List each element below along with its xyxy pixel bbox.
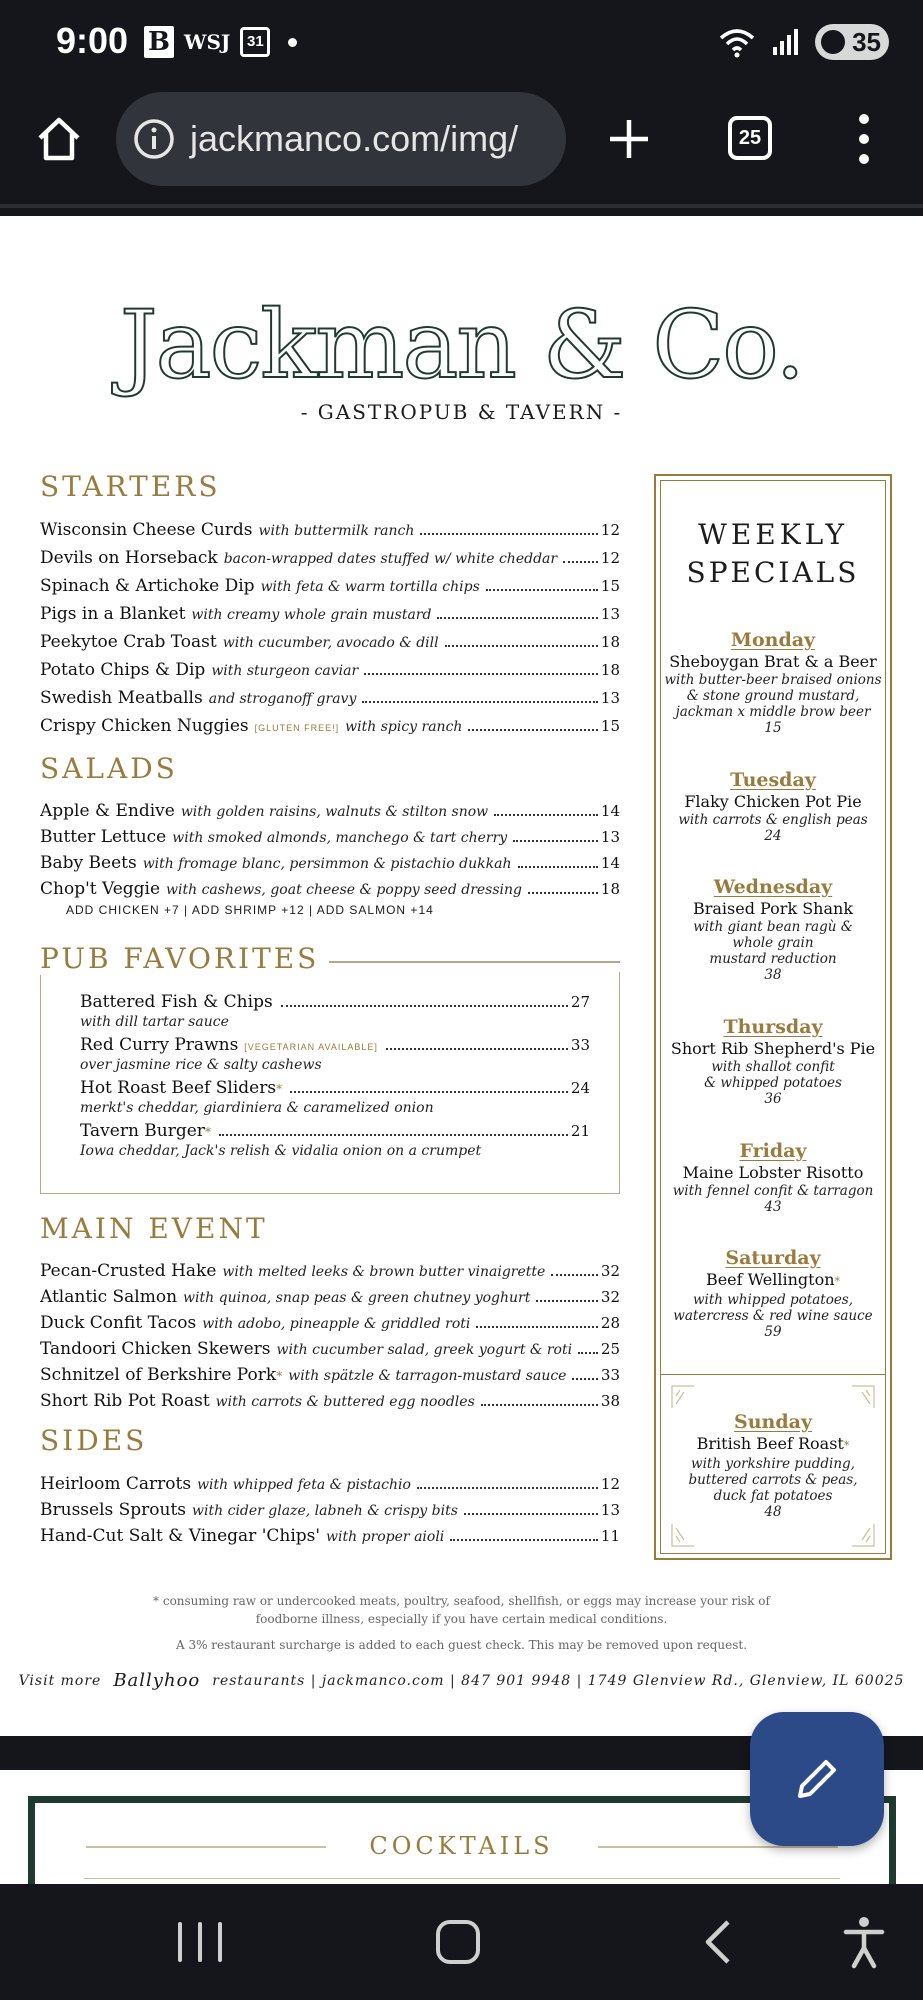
special-friday: Friday Maine Lobster Risotto with fennel confit & tarragon 43: [672, 1140, 874, 1215]
status-icons-left: [144, 26, 297, 58]
battery-level: 35: [852, 26, 881, 57]
b-app-icon: B: [144, 26, 174, 58]
menu-item: Battered Fish & Chips 27 with dill tartar sauce: [80, 992, 590, 1030]
browser-toolbar: [0, 86, 923, 204]
menu-item: Hand-Cut Salt & Vinegar 'Chips' with proper aioli 11: [40, 1526, 620, 1546]
status-time: 9:00: [56, 20, 129, 61]
section-title-salads: SALADS: [40, 752, 178, 785]
menu-item: Duck Confit Tacos with adobo, pineapple & griddled roti 28: [40, 1313, 620, 1333]
special-thursday: Thursday Short Rib Shepherd's Pie with shallot confit & whipped potatoes 36: [670, 1016, 876, 1107]
wifi-icon: [717, 26, 757, 58]
weekly-specials-subtitle: SPECIALS: [686, 556, 860, 589]
visit-line: [0, 1670, 923, 1691]
tagline: - GASTROPUB & TAVERN -: [300, 400, 623, 424]
menu-image: [0, 216, 923, 1736]
menu-item: Pecan-Crusted Hake with melted leeks & brown butter vinaigrette 32: [40, 1261, 620, 1281]
menu-item: Potato Chips & Dip with sturgeon caviar 18: [40, 660, 620, 680]
url-text[interactable]: jackmanco.com/img/: [190, 118, 519, 159]
menu-item: Heirloom Carrots with whipped feta & pistachio 12: [40, 1474, 620, 1494]
web-page[interactable]: [0, 216, 923, 1736]
notification-dot-icon: [288, 38, 297, 47]
wsj-icon: WSJ: [184, 30, 231, 54]
accessibility-icon[interactable]: [842, 1914, 886, 1970]
salad-addons: ADD CHICKEN +7 | ADD SHRIMP +12 | ADD SALMON +14: [66, 903, 434, 917]
menu-item: Crispy Chicken Nuggies [GLUTEN FREE!] with spicy ranch 15: [40, 716, 620, 736]
cocktails-title: COCKTAILS: [369, 1832, 554, 1860]
special-tuesday: Tuesday Flaky Chicken Pot Pie with carrots & english peas 24: [678, 769, 868, 844]
menu-item: Tavern Burger * 21 Iowa cheddar, Jack's relish & vidalia onion on a crumpet: [80, 1121, 590, 1159]
signal-icon: [771, 27, 801, 57]
more-menu-icon[interactable]: [856, 114, 872, 164]
pencil-icon: [792, 1754, 842, 1804]
special-monday: Monday Sheboygan Brat & a Beer with butter-beer braised onions & stone ground mustard, jackman x middle brow beer 15: [664, 629, 882, 736]
menu-item: Brussels Sprouts with cider glaze, labneh & crispy bits 13: [40, 1500, 620, 1520]
menu-item: Atlantic Salmon with quinoa, snap peas & green chutney yoghurt 32: [40, 1287, 620, 1307]
recents-icon[interactable]: [178, 1922, 222, 1962]
menu-item: Peekytoe Crab Toast with cucumber, avocado & dill 18: [40, 632, 620, 652]
status-bar: [0, 0, 923, 86]
surcharge-note: A 3% restaurant surcharge is added to each guest check. This may be removed upon request.: [175, 1638, 748, 1652]
menu-item: Devils on Horseback bacon-wrapped dates stuffed w/ white cheddar 12: [40, 548, 620, 568]
menu-item: Butter Lettuce with smoked almonds, manchego & tart cherry 13: [40, 827, 620, 847]
edit-fab-button[interactable]: [750, 1712, 884, 1846]
menu-item: Swedish Meatballs and stroganoff gravy 13: [40, 688, 620, 708]
menu-item: Apple & Endive with golden raisins, walnuts & stilton snow 14: [40, 801, 620, 821]
visit-prefix: Visit more: [18, 1672, 102, 1689]
sunday-divider: [660, 1374, 886, 1375]
battery-icon: [815, 24, 889, 60]
ballyhoo-logo: Ballyhoo: [113, 1670, 201, 1691]
menu-item: Pigs in a Blanket with creamy whole grain mustard 13: [40, 604, 620, 624]
back-icon[interactable]: [698, 1918, 738, 1966]
menu-item: Short Rib Pot Roast with carrots & buttered egg noodles 38: [40, 1391, 620, 1411]
address-bar[interactable]: [116, 92, 566, 186]
menu-item: Baby Beets with fromage blanc, persimmon & pistachio dukkah 14: [40, 853, 620, 873]
corner-ornament-icon: [670, 1522, 696, 1548]
menu-item: Chop't Veggie with cashews, goat cheese & poppy seed dressing 18: [40, 879, 620, 899]
menu-item: Wisconsin Cheese Curds with buttermilk ranch 12: [40, 520, 620, 540]
section-title-sides: SIDES: [40, 1424, 148, 1457]
menu-item: Spinach & Artichoke Dip with feta & warm tortilla chips 15: [40, 576, 620, 596]
corner-ornament-icon: [850, 1384, 876, 1410]
visit-details: restaurants | jackmanco.com | 847 901 9948 | 1749 Glenview Rd., Glenview, IL 60025: [212, 1672, 905, 1689]
special-wednesday: Wednesday Braised Pork Shank with giant bean ragù & whole grain mustard reduction 38: [692, 876, 854, 983]
restaurant-logo: Jackman & Co.: [119, 291, 804, 400]
calendar-icon: 31: [240, 27, 270, 57]
battery-saver-icon: [821, 30, 845, 54]
status-icons-right: [717, 24, 889, 60]
section-title-starters: STARTERS: [40, 470, 221, 503]
corner-ornament-icon: [850, 1522, 876, 1548]
section-title-pub-favorites: PUB FAVORITES: [40, 942, 329, 975]
system-nav-bar: [0, 1884, 923, 2000]
new-tab-icon[interactable]: [604, 114, 654, 164]
special-sunday: Sunday British Beef Roast* with yorkshire pudding, buttered carrots & peas, duck fat potatoes 48: [688, 1411, 858, 1520]
menu-item: Red Curry Prawns [VEGETARIAN AVAILABLE] 33 over jasmine rice & salty cashews: [80, 1035, 590, 1073]
info-icon[interactable]: [132, 117, 176, 161]
menu-item: Hot Roast Beef Sliders * 24 merkt's cheddar, giardiniera & caramelized onion: [80, 1078, 590, 1116]
health-disclaimer: * consuming raw or undercooked meats, poultry, seafood, shellfish, or eggs may increase your risk of foodborne illness, especially if you have certain medical conditions.: [153, 1594, 770, 1626]
home-nav-icon[interactable]: [436, 1920, 480, 1964]
tab-switcher-button[interactable]: 25: [728, 116, 772, 160]
weekly-specials-title: WEEKLY: [698, 518, 848, 551]
pub-favorites-rule: [326, 961, 620, 963]
home-icon[interactable]: [32, 112, 86, 166]
special-saturday: Saturday Beef Wellington* with whipped potatoes, watercress & red wine sauce 59: [673, 1247, 873, 1340]
menu-item: Schnitzel of Berkshire Pork * with spätzle & tarragon-mustard sauce 33: [40, 1365, 620, 1385]
menu-item: Tandoori Chicken Skewers with cucumber salad, greek yogurt & roti 25: [40, 1339, 620, 1359]
section-title-main-event: MAIN EVENT: [40, 1212, 268, 1245]
corner-ornament-icon: [670, 1384, 696, 1410]
toolbar-divider: [0, 204, 923, 208]
